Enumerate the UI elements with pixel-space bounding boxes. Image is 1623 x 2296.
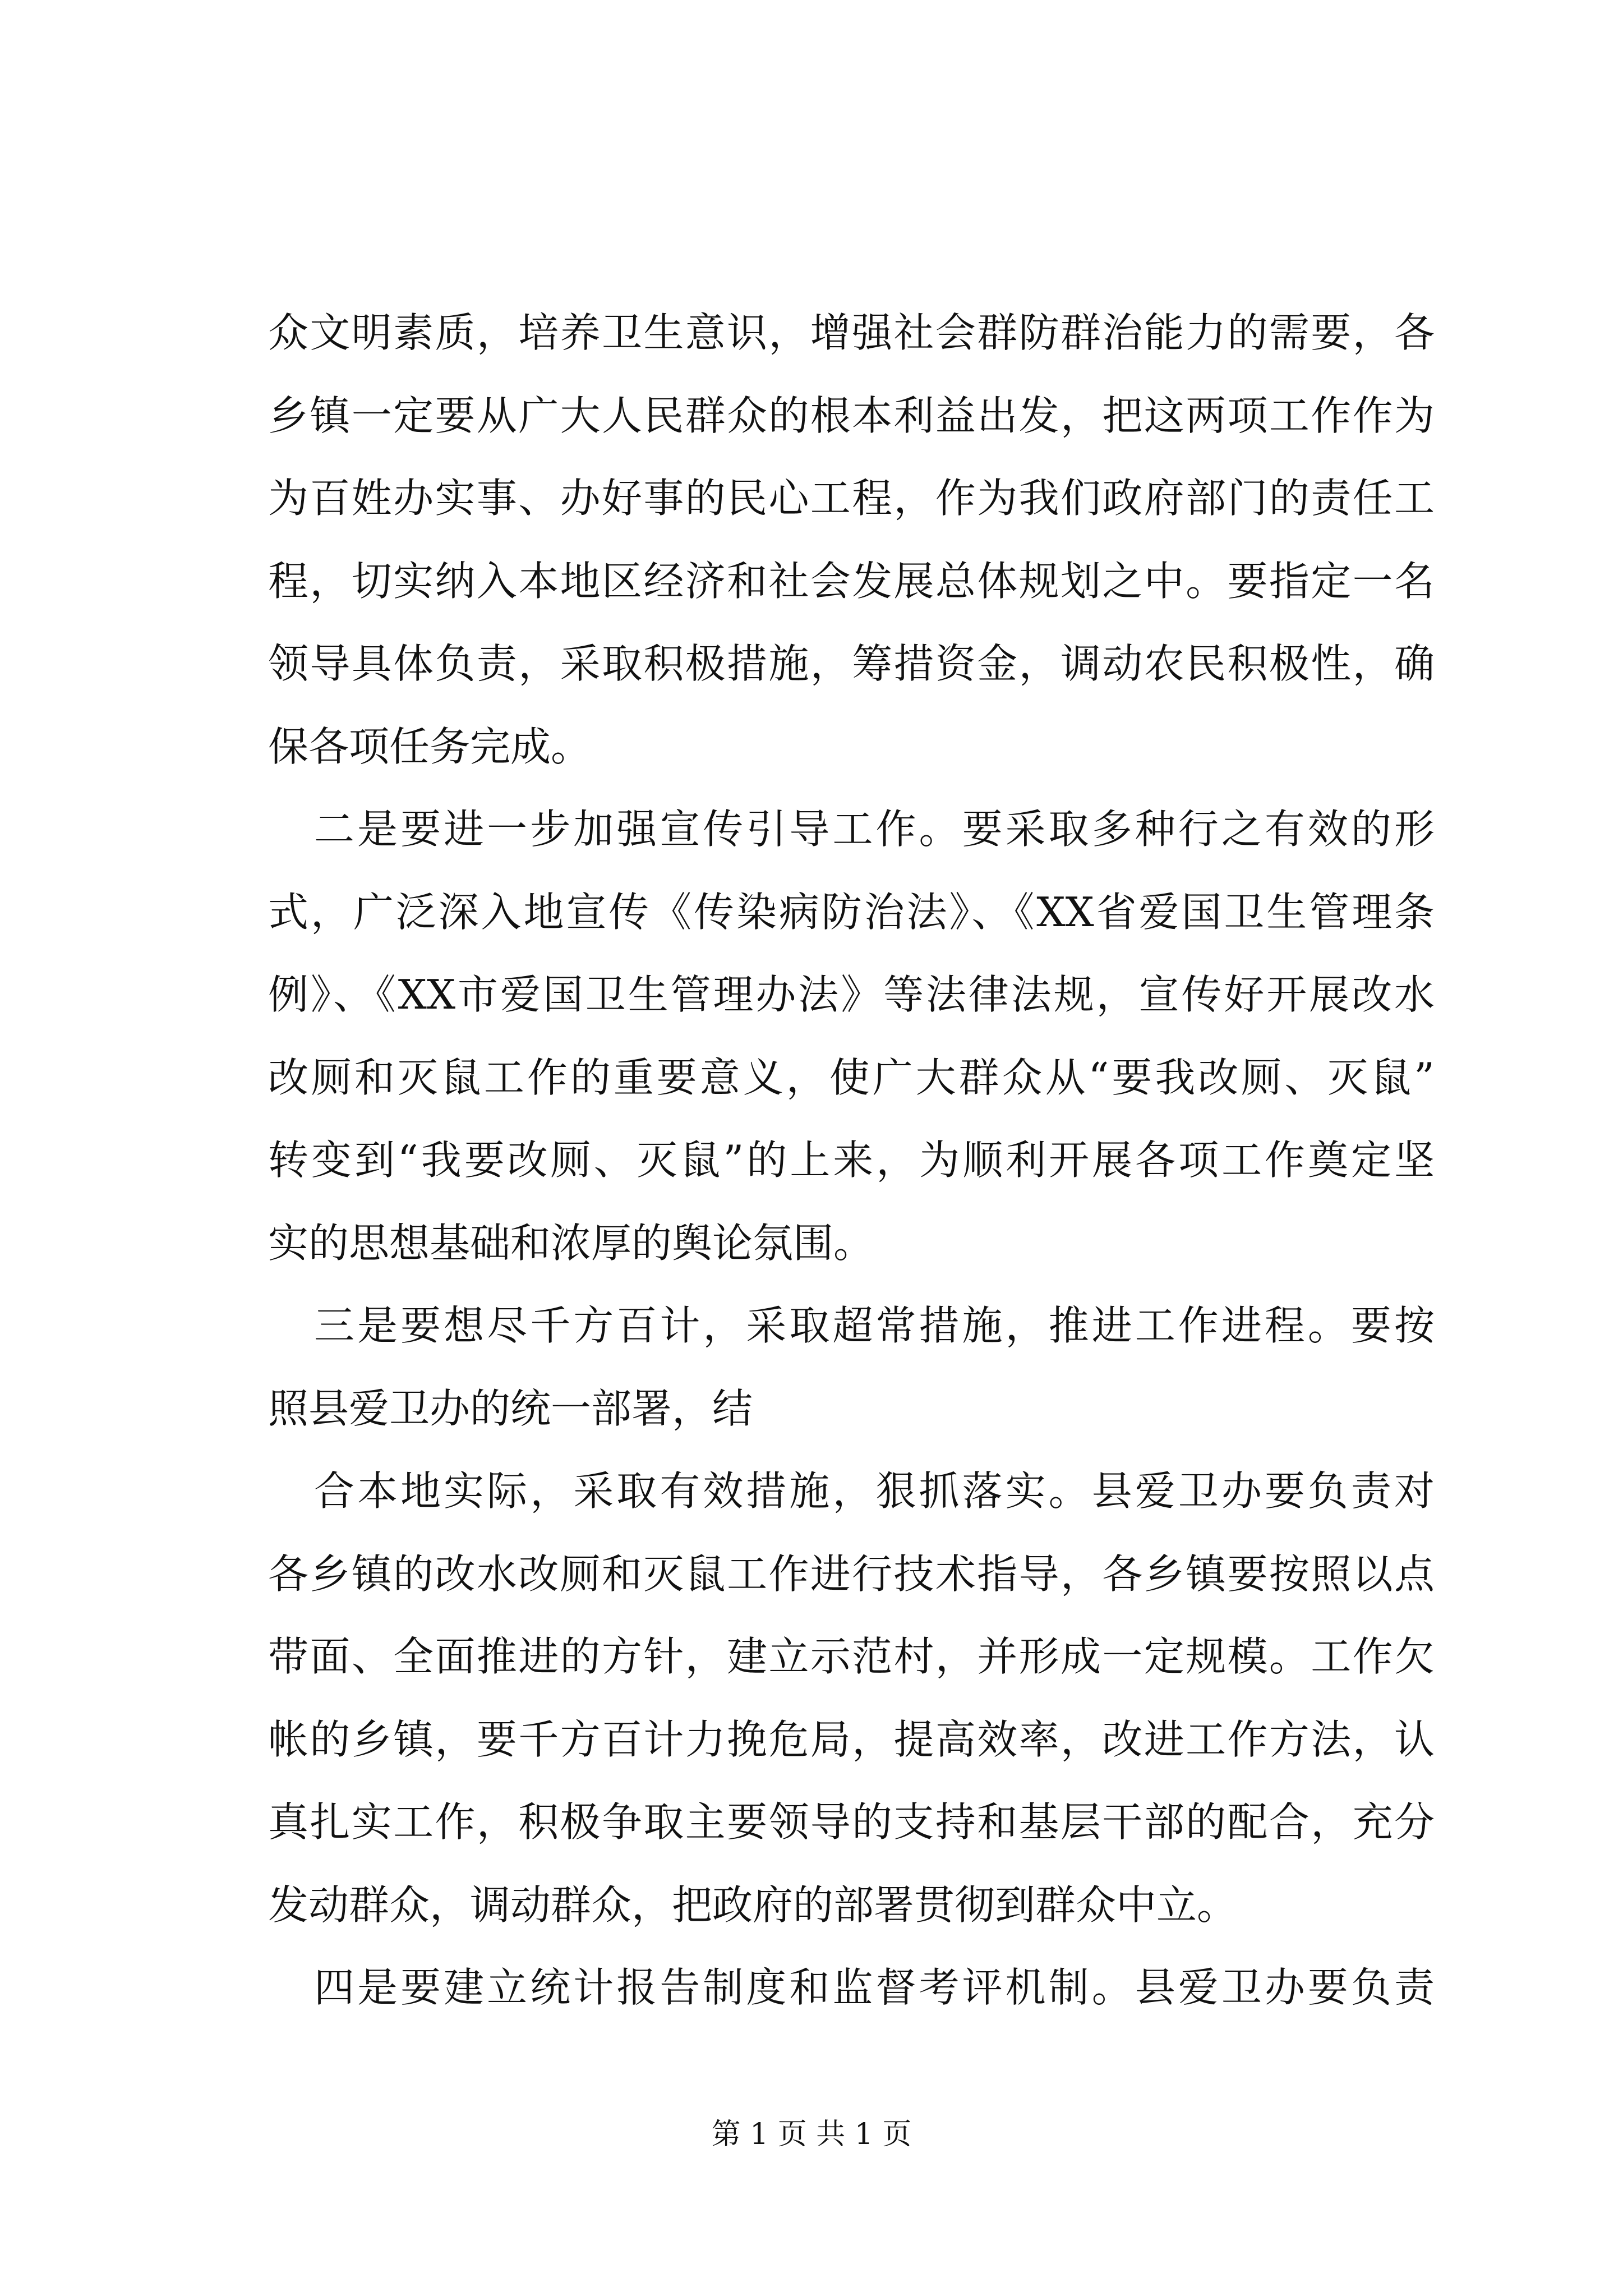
text-line: 领导具体负责，采取积极措施，筹措资金，调动农民积极性，确 <box>268 640 1435 687</box>
text-line: 各乡镇的改水改厕和灭鼠工作进行技术指导，各乡镇要按照以点 <box>268 1550 1435 1598</box>
text-line: 实的思想基础和浓厚的舆论氛围。 <box>268 1219 874 1267</box>
text-line: 为百姓办实事、办好事的民心工程，作为我们政府部门的责任工 <box>268 475 1435 522</box>
text-line: 改厕和灭鼠工作的重要意义，使广大群众从“要我改厕、灭鼠” <box>268 1053 1435 1101</box>
text-line: 三是要想尽千方百计，采取超常措施，推进工作进程。要按 <box>314 1302 1435 1349</box>
text-line: 发动群众，调动群众，把政府的部署贯彻到群众中立。 <box>268 1881 1238 1929</box>
document-body <box>268 292 1435 2030</box>
text-line: 帐的乡镇，要千方百计力挽危局，提高效率，改进工作方法，认 <box>268 1715 1435 1763</box>
text-line: 保各项任务完成。 <box>268 723 592 770</box>
text-line: 真扎实工作，积极争取主要领导的支持和基层干部的配合，充分 <box>268 1798 1435 1846</box>
text-line: 转变到“我要改厕、灭鼠”的上来，为顺利开展各项工作奠定坚 <box>268 1137 1435 1184</box>
text-line: 合本地实际，采取有效措施，狠抓落实。县爱卫办要负责对 <box>314 1467 1435 1515</box>
text-line: 照县爱卫办的统一部署，结 <box>268 1384 753 1432</box>
text-line: 例》、《XX市爱国卫生管理办法》等法律法规，宣传好开展改水 <box>268 971 1435 1018</box>
text-line: 众文明素质，培养卫生意识，增强社会群防群治能力的需要，各 <box>268 309 1435 356</box>
text-line: 程，切实纳入本地区经济和社会发展总体规划之中。要指定一名 <box>268 557 1435 605</box>
text-line: 四是要建立统计报告制度和监督考评机制。县爱卫办要负责 <box>314 1964 1435 2011</box>
text-line: 乡镇一定要从广大人民群众的根本利益出发，把这两项工作作为 <box>268 392 1435 439</box>
text-line: 带面、全面推进的方针，建立示范村，并形成一定规模。工作欠 <box>268 1633 1435 1680</box>
text-line: 式，广泛深入地宣传《传染病防治法》、《XX省爱国卫生管理条 <box>268 888 1435 936</box>
text-line: 二是要进一步加强宣传引导工作。要采取多种行之有效的形 <box>314 806 1435 853</box>
page-footer: 第 1 页 共 1 页 <box>711 2118 912 2151</box>
